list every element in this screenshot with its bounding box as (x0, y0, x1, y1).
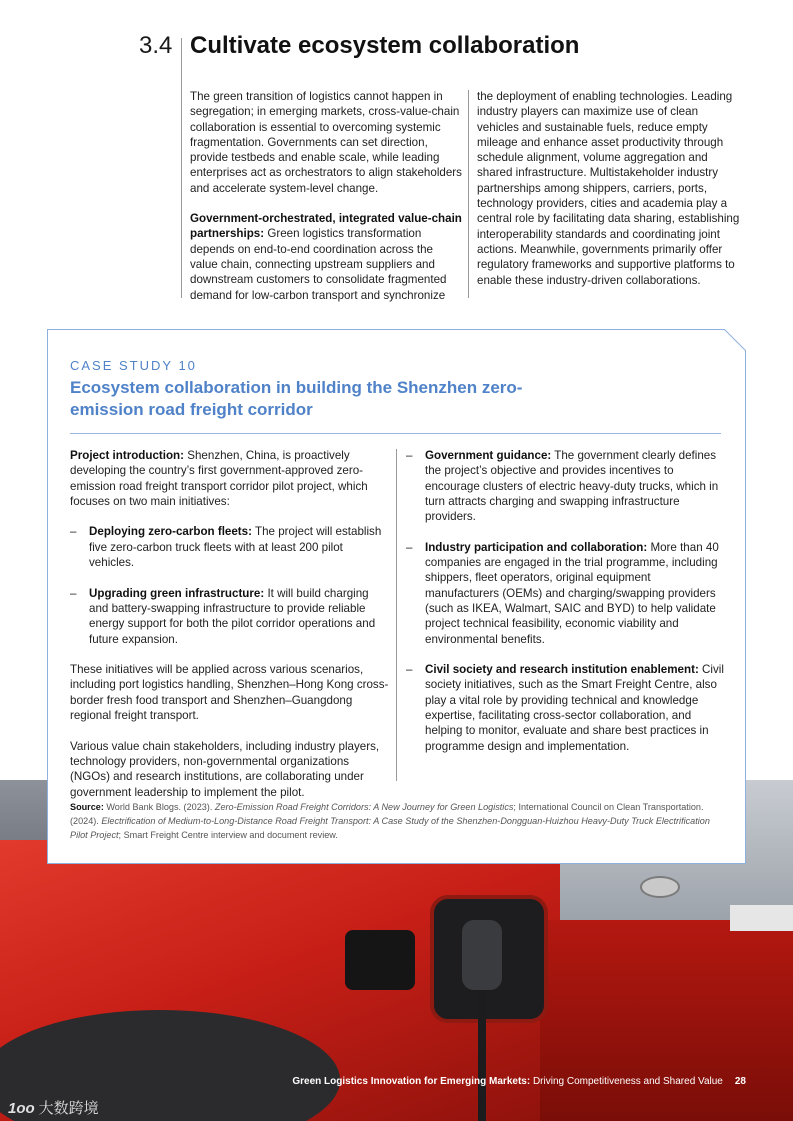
source-title: Zero-Emission Road Freight Corridors: A New Journey for Green Logistics (214, 802, 514, 812)
section-divider (181, 38, 182, 298)
paragraph-text: Green logistics transformation depends on end-to-end coordination across the value chain, connecting upstream suppliers and downstream customers to consolidate fragmented demand for low-carbon transport and synchronize (190, 227, 447, 302)
truck-logo (640, 876, 680, 898)
source-label: Source: (70, 802, 104, 812)
truck-side (540, 920, 793, 1121)
case-study-box (47, 329, 746, 864)
column-divider (468, 90, 469, 298)
bullet-lead: Government guidance: (425, 449, 552, 462)
case-left-column (70, 448, 390, 815)
bullet-text: The government clearly defines the project’s objective and provides incentives to encourage clusters of electric heavy-duty trucks, which in turn attracts charging and swapping infrastructure providers. (425, 449, 719, 524)
charging-plug (462, 920, 502, 990)
source-text: ; International Council on Clean Transportation. (2024). (70, 802, 704, 826)
bullet-text: It will build charging and battery-swapping infrastructure to provide reliable energy support for both the pilot corridor operations and future expansion. (89, 586, 376, 646)
watermark-logo-icon: 1oo (8, 1100, 35, 1117)
section-right-column (477, 89, 742, 303)
dash-marker: – (406, 663, 413, 677)
case-paragraph: Various value chain stakeholders, including industry players, technology providers, non-governmental organizations (NGOs) and research institutions, are collaborating under government leadership to implement the pilot. (70, 739, 380, 799)
bullet-text: The project will establish five zero-carbon truck fleets with at least 200 pilot vehicles. (89, 525, 382, 570)
page-number: 28 (734, 1076, 746, 1087)
section-title: Cultivate ecosystem collaboration (190, 32, 580, 59)
source-title: Electrification of Medium-to-Long-Distance Road Freight Transport: A Case Study of the Shenzhen-Dongguan-Huizhou Heavy-Duty Truck Electrification Pilot Project (70, 816, 710, 840)
bullet-lead: Upgrading green infrastructure: (89, 586, 265, 600)
watermark-text: 大数跨境 (38, 1100, 99, 1117)
case-study-label: CASE STUDY 10 (70, 358, 197, 373)
section-paragraph (190, 211, 462, 303)
dash-marker: – (406, 540, 413, 554)
footer-report-title: Green Logistics Innovation for Emerging Markets: (292, 1076, 531, 1087)
case-paragraph (70, 448, 390, 509)
bullet-lead: Industry participation and collaboration: (425, 540, 648, 554)
case-right-column (406, 448, 726, 769)
case-paragraph: These initiatives will be applied across various scenarios, including port logistics handling, Shenzhen–Hong Kong cross-border fresh food transport and Shenzhen–Guangdong regional freight transport. (70, 663, 389, 723)
case-column-divider (396, 449, 397, 781)
paragraph-lead: Project introduction: (70, 449, 185, 462)
building-panel (730, 905, 793, 931)
watermark (8, 1097, 99, 1118)
section-paragraph: The green transition of logistics cannot happen in segregation; in emerging markets, cross-value-chain collaboration is essential to overcoming systemic fragmentation. Governments can set direction, provide testbeds and enable scale, while leading enterprises act as orchestrators to align stakeholders and accelerate system-level change. (190, 90, 462, 195)
paragraph-text: Shenzhen, China, is proactively developing the country’s first government-approved zero-emission road freight transport corridor pilot project, which focuses on two main initiatives: (70, 449, 368, 508)
section-number: 3.4 (139, 32, 173, 59)
bullet-item (406, 540, 726, 647)
source-note (70, 800, 730, 842)
page-footer (292, 1076, 746, 1087)
charger-handle (345, 930, 415, 990)
bullet-lead: Civil society and research institution enablement: (425, 663, 699, 677)
dash-marker: – (70, 586, 77, 600)
source-text: World Bank Blogs. (2023). (103, 802, 215, 812)
bullet-item (70, 586, 390, 647)
source-text: ; Smart Freight Centre interview and document review. (118, 830, 338, 840)
case-study-title: Ecosystem collaboration in building the Shenzhen zero-emission road freight corridor (70, 378, 523, 419)
footer-subtitle: Driving Competitiveness and Shared Value (530, 1076, 723, 1087)
bullet-text: Civil society initiatives, such as the Smart Freight Centre, also play a vital role by providing technical and knowledge expertise, facilitating cross-sector collaboration, and helping to monitor, evaluate and share best practices in programme design and implementation. (425, 663, 724, 753)
section-left-column (190, 89, 462, 318)
bullet-item (406, 662, 726, 754)
bullet-text: More than 40 companies are engaged in the trial programme, including shippers, fleet operators, original equipment manufacturers (OEMs) and charging/swapping providers (such as IKEA, Walmart, SAIC and BYD) to help validate project technical feasibility, economic viability and environmental benefits. (425, 540, 719, 646)
dash-marker: – (406, 449, 413, 462)
bullet-item (406, 448, 726, 524)
bullet-item (70, 524, 390, 570)
paragraph-lead: Government-orchestrated, integrated value-chain partnerships: (190, 212, 462, 241)
section-paragraph: the deployment of enabling technologies. Leading industry players can maximize use of clean vehicles and sustainable fuels, reduce empty mileage and enhance asset productivity through schedule alignment, volume aggregation and shared infrastructure. Multistakeholder industry partnerships among shippers, carriers, ports, technology providers, cities and academia play a central role by facilitating data sharing, establishing interoperability standards and coordinating joint actions. Meanwhile, governments primarily offer regulatory frameworks and supportive platforms to enable these industry-driven collaborations. (477, 90, 740, 287)
bullet-lead: Deploying zero-carbon fleets: (89, 525, 252, 539)
dash-marker: – (70, 525, 77, 539)
case-study-rule (70, 433, 721, 434)
charging-cable (478, 990, 486, 1121)
